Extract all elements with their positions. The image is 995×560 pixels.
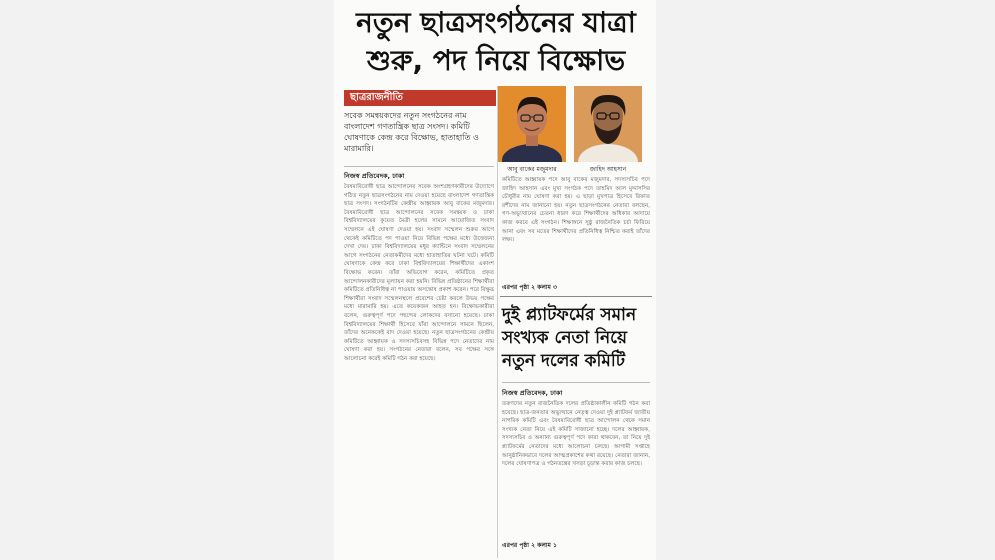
byline-left: নিজস্ব প্রতিবেদক, ঢাকা	[344, 172, 405, 180]
second-headline: দুই প্ল্যাটফর্মের সমান সংখ্যক নেতা নিয়ে নতুন দলের কমিটি	[502, 305, 637, 371]
headline-line-2: শুরু, পদ নিয়ে বিক্ষোভ	[366, 44, 626, 77]
main-headline	[340, 4, 652, 80]
photo-caption: জাহিদ আহসান	[589, 166, 627, 173]
article-body-right-bottom: তরুণদের নতুন রাজনৈতিক দলের প্রতিষ্ঠাকালীন কমিটি গঠন করা হয়েছে। ছাত্র-জনতার অভ্যুত্থানে নেতৃত্ব দেওয়া দুই প্ল্যাটফর্ম জাতীয় নাগরিক কমিটি এবং বৈষম্যবিরোধী ছাত্র আন্দোলন থেকে সমান সংখ্যক নেতা নিয়ে এই কমিটি সাজানো হচ্ছে। দলের আহ্বায়ক, সদস্যসচিব ও অন্যান্য গুরুত্বপূর্ণ পদে কারা থাকবেন, তা নিয়ে দুই প্ল্যাটফর্মের নেতাদের মধ্যে আলোচনা চলছে। আগামী সপ্তাহে আনুষ্ঠানিকভাবে দলের আত্মপ্রকাশের কথা রয়েছে। নেতারা জানান, দলের ঘোষণাপত্র ও গঠনতন্ত্রের খসড়া চূড়ান্ত করার কাজ চলছে।	[502, 401, 650, 468]
divider	[500, 296, 652, 297]
portrait-photo	[574, 86, 642, 162]
continued-note: এরপর পৃষ্ঠা ২ কলাম ১	[502, 542, 557, 549]
portrait-photo	[498, 86, 566, 162]
continued-note: এরপর পৃষ্ঠা ২ কলাম ৩	[502, 284, 557, 291]
person-illustration	[574, 86, 642, 162]
newspaper-clipping	[334, 0, 656, 560]
divider	[344, 166, 494, 167]
headline-line-1: নতুন ছাত্রসংগঠনের যাত্রা	[356, 6, 636, 39]
person-illustration	[498, 86, 566, 162]
divider	[502, 382, 650, 383]
byline-right: নিজস্ব প্রতিবেদক, ঢাকা	[502, 389, 563, 397]
section-tag: ছাত্ররাজনীতি	[344, 90, 496, 106]
intro-text: সবেক সমন্বয়কদের নতুন সংগঠনের নাম বাংলাদেশ গণতান্ত্রিক ছাত্র সংসদ। কমিটি ঘোষণাকে কেন্দ্র করে বিক্ষোভ, হাতাহাতি ও মারামারি।	[344, 111, 479, 153]
article-body-right-top: কমিটিতে আহ্বায়ক পদে আবু বাকের মজুমদার, সদস্যসচিব পদে জাহিদ আহসান এবং মুখ্য সংগঠক পদে তাহমিদ আল মুদ্দাসসির চৌধুরীর নাম ঘোষণা করা হয়। এ ছাড়া মুখপাত্র হিসেবে রিফাত রশীদের নাম জানানো হয়। নতুন ছাত্রসংগঠনের নেতারা বলছেন, গণ-অভ্যুত্থানের চেতনা ধারণ করে শিক্ষার্থীদের অধিকার আদায়ে কাজ করবে এই সংগঠন। শিক্ষাঙ্গনে সুষ্ঠু রাজনৈতিক চর্চা ফিরিয়ে আনা এবং সব মতের শিক্ষার্থীদের প্রতিনিধিত্ব নিশ্চিত করাই তাঁদের লক্ষ্য।	[502, 177, 650, 244]
article-body-left: বৈষম্যবিরোধী ছাত্র আন্দোলনের সবেক অংশগ্রহণকারীদের উদ্যোগে গঠিত নতুন ছাত্রসংগঠনের নাম দেওয়া হয়েছে বাংলাদেশ গণতান্ত্রিক ছাত্র সংসদ। সংগঠনটির কেন্দ্রীয় আহ্বায়ক আবু বাকের মজুমদার। বৈষম্যবিরোধী ছাত্র আন্দোলনের সবেক সমন্বয়ক ও ঢাকা বিশ্ববিদ্যালয়ের কুয়েত মৈত্রী হলের সামনে আয়োজিত সংবাদ সম্মেলনে এই ঘোষণা দেওয়া হয়। সংবাদ সম্মেলন শুরুর আগে থেকেই কমিটিতে পদ পাওয়া নিয়ে বিভিন্ন পক্ষের মধ্যে উত্তেজনা দেখা দেয়। ঢাকা বিশ্ববিদ্যালয়ের মধুর ক্যান্টিনে সংবাদ সম্মেলনের আগে সংগঠনের নেতাকর্মীদের মধ্যে হাতাহাতির ঘটনা ঘটে। কমিটি ঘোষণাকে কেন্দ্র করে ঢাকা বিশ্ববিদ্যালয়ের শিক্ষার্থীদের একাংশ বিক্ষোভ করেন। তাঁরা অভিযোগ করেন, কমিটিতে প্রকৃত আন্দোলনকারীদের মূল্যায়ন করা হয়নি। বিভিন্ন প্রতিষ্ঠানের শিক্ষার্থীরা কমিটিতে প্রতিনিধিত্ব না পাওয়ায় অসন্তোষ প্রকাশ করেন। পরে বিক্ষুব্ধ শিক্ষার্থীরা সংবাদ সম্মেলনস্থলে প্রবেশের চেষ্টা করলে উভয় পক্ষের মধ্যে মারামারি হয়। এতে কয়েকজন আহত হন। বিক্ষোভকারীরা বলেন, গুরুত্বপূর্ণ পদে পছন্দের লোকদের বসানো হয়েছে। ঢাকা বিশ্ববিদ্যালয়ের শিক্ষার্থী হিসেবে যাঁরা আন্দোলনে সামনে ছিলেন, তাঁদের অনেককেই বাদ দেওয়া হয়েছে। নতুন ছাত্রসংগঠনের কেন্দ্রীয় কমিটিতে আহ্বায়ক ও সদস্যসচিবসহ বিভিন্ন পদে নেতাদের নাম ঘোষণা করা হয়। সংগঠনের নেতারা বলেন, সব পক্ষের সঙ্গে আলোচনা করেই কমিটি গঠন করা হয়েছে।	[344, 184, 494, 362]
photo-caption: আবু বাকের মজুমদার	[507, 166, 557, 173]
